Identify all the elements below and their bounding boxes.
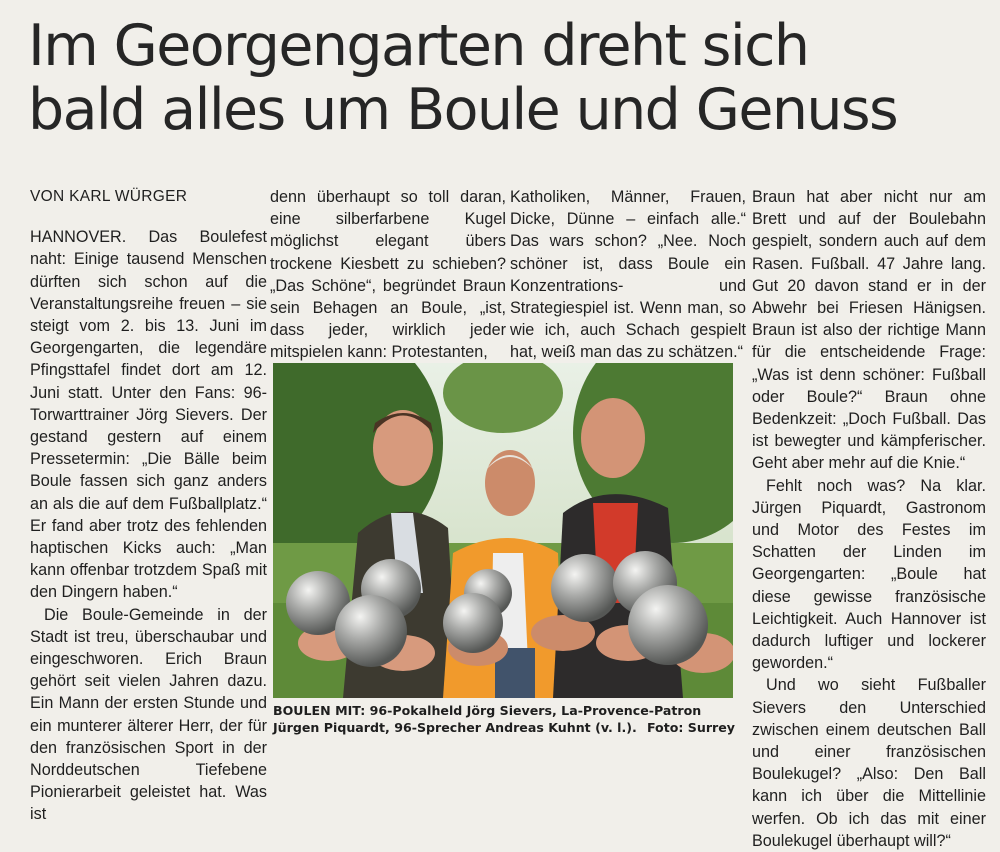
- caption-text: BOULEN MIT: 96-Pokalheld Jörg Sievers, La-Provence-Patron Jürgen Piquardt, 96-Sprecher Andreas Kuhnt (v. l.).: [273, 703, 702, 735]
- article-column-2: [270, 186, 506, 364]
- paragraph: HANNOVER. Das Boulefest naht: Einige tausend Menschen dürften sich schon auf die Veranstaltungsreihe freuen – sie steigt vom 2. bis 13. Juni im Georgengarten, die legendäre Pfingsttafel findet dort am 12. Juni statt. Unter den Fans: 96-Torwarttrainer Jörg Sievers. Der gestand gestern auf einem Pressetermin: „Die Bälle beim Boule fassen sich ganz anders an als die auf dem Fußballplatz.“ Er fand aber trotz des fehlenden haptischen Kicks auch: „Man kann offenbar trotzdem Spaß mit den Dingern haben.“: [30, 228, 267, 602]
- byline: VON KARL WÜRGER: [30, 188, 188, 205]
- paragraph: Braun hat aber nicht nur am Brett und auf der Boulebahn gespielt, sondern auch auf dem Rasen. Fußball. 47 Jahre lang. Gut 20 davon stand er in der Abwehr bei Friesen Hänigsen. Braun ist also der richtige Mann für die entscheidende Frage: „Was ist denn schöner: Fußball oder Boule?“ Braun ohne Bedenkzeit: „Doch Fußball. Das ist bewegter und kämpferischer. Geht aber mehr auf die Knie.“: [752, 188, 986, 473]
- photo-caption: [273, 702, 735, 736]
- headline: [28, 14, 988, 142]
- article-photo: [273, 363, 733, 698]
- paragraph: Fehlt noch was? Na klar. Jürgen Piquardt, Gastronom und Motor des Festes im Schatten der Linden im Georgengarten: „Boule hat diese gewisse französische Leichtigkeit. Auch Hannover ist dadurch luftiger und lockerer geworden.“: [752, 476, 986, 673]
- paragraph: Katholiken, Männer, Frauen, Dicke, Dünne – einfach alle.“ Das wars schon? „Nee. Noch schöner ist, dass Boule ein Konzentrations- und Strategiespiel ist. Wenn man, so wie ich, auch Schach gespielt hat, weiß man das zu schätzen.“: [510, 188, 746, 362]
- photo-credit: Foto: Surrey: [646, 720, 735, 735]
- photo-three-men-holding-boule-balls: [273, 363, 733, 698]
- article-column-3: [510, 186, 746, 364]
- headline-line-1: Im Georgengarten dreht sich: [28, 13, 809, 79]
- paragraph: Die Boule-Gemeinde in der Stadt ist treu, überschaubar und eingeschworen. Erich Braun gehört seit vielen Jahren dazu. Ein Mann der ersten Stunde und ein munterer älterer Herr, der für den französischen Sport in der Norddeutschen Tiefebene Pionierarbeit geleistet hat. Was ist: [30, 605, 267, 824]
- article-column-4: [752, 186, 986, 852]
- article-column-1: [30, 186, 267, 826]
- headline-line-2: bald alles um Boule und Genuss: [28, 77, 898, 143]
- paragraph: Und wo sieht Fußballer Sievers den Unterschied zwischen einem deutschen Ball und einer französischen Boulekugel? „Also: Den Ball kann ich über die Mittellinie werfen. Ob ich das mit einer Boulekugel überhaupt will?“: [752, 676, 986, 850]
- paragraph: denn überhaupt so toll daran, eine silberfarbene Kugel möglichst elegant übers trockene Kiesbett zu schieben? „Das Schöne“, begründet Braun sein Behagen an Boule, „ist, dass jeder, wirklich jeder mitspielen kann: Protestanten,: [270, 188, 506, 362]
